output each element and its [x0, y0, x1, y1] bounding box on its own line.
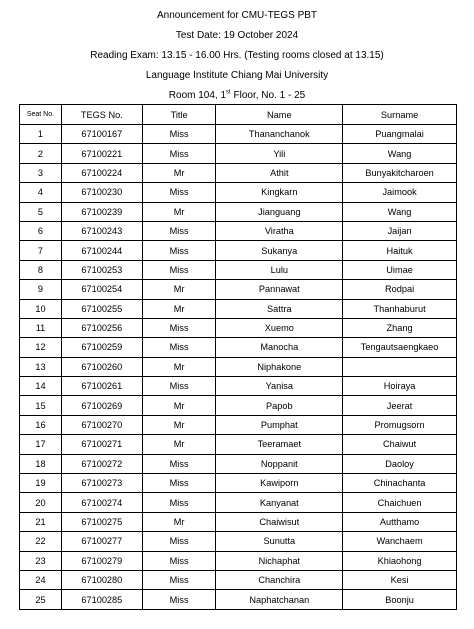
- table-row: [20, 512, 457, 531]
- name-cell: Kingkarn: [216, 183, 343, 202]
- seat-no-cell: 9: [20, 280, 62, 299]
- title-cell: Miss: [142, 144, 216, 163]
- seat-no-cell: 2: [20, 144, 62, 163]
- tegs-no-cell: 67100243: [61, 221, 142, 240]
- name-cell: Kawiporn: [216, 474, 343, 493]
- seat-no-cell: 13: [20, 357, 62, 376]
- title-cell: Mr: [142, 299, 216, 318]
- table-body: [20, 125, 457, 610]
- surname-cell: Khiaohong: [343, 551, 457, 570]
- surname-cell: Wang: [343, 144, 457, 163]
- test-date: Test Date: 19 October 2024: [175, 30, 299, 41]
- title-cell: Miss: [142, 241, 216, 260]
- name-cell: Viratha: [216, 221, 343, 240]
- table-row: [20, 551, 457, 570]
- seat-no-cell: 18: [20, 454, 62, 473]
- seat-no-cell: 19: [20, 474, 62, 493]
- table-row: [20, 221, 457, 240]
- surname-cell: Autthamo: [343, 512, 457, 531]
- col-header-surname: Surname: [343, 105, 457, 125]
- tegs-no-cell: 67100230: [61, 183, 142, 202]
- seat-no-cell: 8: [20, 260, 62, 279]
- seat-no-cell: 16: [20, 415, 62, 434]
- table-row: [20, 590, 457, 609]
- title-cell: Miss: [142, 474, 216, 493]
- table-row: [20, 474, 457, 493]
- table-row: [20, 241, 457, 260]
- seat-no-cell: 5: [20, 202, 62, 221]
- name-cell: Jianguang: [216, 202, 343, 221]
- title-cell: Miss: [142, 260, 216, 279]
- room-info-post: Floor, No. 1 - 25: [230, 90, 306, 101]
- name-cell: Naphatchanan: [216, 590, 343, 609]
- surname-cell: Chaichuen: [343, 493, 457, 512]
- seat-no-cell: 15: [20, 396, 62, 415]
- table-row: [20, 415, 457, 434]
- tegs-no-cell: 67100244: [61, 241, 142, 260]
- tegs-no-cell: 67100273: [61, 474, 142, 493]
- table-row: [20, 144, 457, 163]
- title-cell: Miss: [142, 454, 216, 473]
- room-info: [0, 86, 474, 106]
- tegs-no-cell: 67100279: [61, 551, 142, 570]
- seat-no-cell: 10: [20, 299, 62, 318]
- col-header-tegs-no: TEGS No.: [61, 105, 142, 125]
- col-header-title: Title: [142, 105, 216, 125]
- name-cell: Pumphat: [216, 415, 343, 434]
- table-row: [20, 202, 457, 221]
- seat-no-cell: 12: [20, 338, 62, 357]
- title-cell: Mr: [142, 280, 216, 299]
- title-cell: Miss: [142, 570, 216, 589]
- table-row: [20, 125, 457, 144]
- tegs-no-cell: 67100272: [61, 454, 142, 473]
- surname-cell: Bunyakitcharoen: [343, 163, 457, 182]
- name-cell: Nichaphat: [216, 551, 343, 570]
- seat-no-cell: 25: [20, 590, 62, 609]
- col-header-name: Name: [216, 105, 343, 125]
- surname-cell: Uimae: [343, 260, 457, 279]
- col-header-seat-no: Seat No.: [20, 105, 62, 125]
- name-cell: Lulu: [216, 260, 343, 279]
- tegs-no-cell: 67100167: [61, 125, 142, 144]
- title-cell: Miss: [142, 377, 216, 396]
- title-cell: Miss: [142, 183, 216, 202]
- surname-cell: Chinachanta: [343, 474, 457, 493]
- title-cell: Mr: [142, 357, 216, 376]
- name-cell: Thananchanok: [216, 125, 343, 144]
- surname-cell: Haituk: [343, 241, 457, 260]
- title-cell: Miss: [142, 551, 216, 570]
- surname-cell: Promugsorn: [343, 415, 457, 434]
- seating-table: [19, 104, 457, 610]
- tegs-no-cell: 67100277: [61, 532, 142, 551]
- table-row: [20, 493, 457, 512]
- title-cell: Miss: [142, 125, 216, 144]
- surname-cell: Tengautsaengkaeo: [343, 338, 457, 357]
- room-info-pre: Room 104, 1: [168, 90, 227, 101]
- announcement-title: Announcement for CMU-TEGS PBT: [156, 10, 318, 21]
- institute-name: Language Institute Chiang Mai University: [145, 70, 329, 81]
- tegs-no-cell: 67100221: [61, 144, 142, 163]
- tegs-no-cell: 67100280: [61, 570, 142, 589]
- tegs-no-cell: 67100256: [61, 318, 142, 337]
- tegs-no-cell: 67100259: [61, 338, 142, 357]
- seat-no-cell: 22: [20, 532, 62, 551]
- room-info-sup: st: [226, 89, 231, 96]
- tegs-no-cell: 67100239: [61, 202, 142, 221]
- seat-no-cell: 3: [20, 163, 62, 182]
- surname-cell: Thanhaburut: [343, 299, 457, 318]
- surname-cell: Hoiraya: [343, 377, 457, 396]
- title-cell: Miss: [142, 590, 216, 609]
- table-row: [20, 532, 457, 551]
- tegs-no-cell: 67100285: [61, 590, 142, 609]
- name-cell: Athit: [216, 163, 343, 182]
- tegs-no-cell: 67100274: [61, 493, 142, 512]
- surname-cell: Kesi: [343, 570, 457, 589]
- name-cell: Papob: [216, 396, 343, 415]
- title-cell: Mr: [142, 202, 216, 221]
- name-cell: Sunutta: [216, 532, 343, 551]
- seat-no-cell: 14: [20, 377, 62, 396]
- name-cell: Niphakone: [216, 357, 343, 376]
- table-row: [20, 357, 457, 376]
- reading-exam-time: Reading Exam: 13.15 - 16.00 Hrs. (Testing rooms closed at 13.15): [90, 50, 384, 61]
- seat-no-cell: 24: [20, 570, 62, 589]
- name-cell: Sattra: [216, 299, 343, 318]
- table-row: [20, 318, 457, 337]
- title-cell: Mr: [142, 512, 216, 531]
- table-row: [20, 163, 457, 182]
- name-cell: Teeramaet: [216, 435, 343, 454]
- surname-cell: Puangmalai: [343, 125, 457, 144]
- table-row: [20, 454, 457, 473]
- table-row: [20, 299, 457, 318]
- title-cell: Miss: [142, 532, 216, 551]
- table-row: [20, 435, 457, 454]
- surname-cell: Jaimook: [343, 183, 457, 202]
- title-cell: Miss: [142, 221, 216, 240]
- seat-no-cell: 20: [20, 493, 62, 512]
- name-cell: Xuemo: [216, 318, 343, 337]
- surname-cell: Chaiwut: [343, 435, 457, 454]
- table-row: [20, 396, 457, 415]
- seat-no-cell: 4: [20, 183, 62, 202]
- tegs-no-cell: 67100255: [61, 299, 142, 318]
- surname-cell: Wanchaem: [343, 532, 457, 551]
- title-cell: Miss: [142, 338, 216, 357]
- tegs-no-cell: 67100254: [61, 280, 142, 299]
- tegs-no-cell: 67100275: [61, 512, 142, 531]
- surname-cell: Jaijan: [343, 221, 457, 240]
- table-row: [20, 260, 457, 279]
- seat-no-cell: 6: [20, 221, 62, 240]
- seat-no-cell: 7: [20, 241, 62, 260]
- seat-no-cell: 17: [20, 435, 62, 454]
- name-cell: Kanyanat: [216, 493, 343, 512]
- name-cell: Manocha: [216, 338, 343, 357]
- name-cell: Pannawat: [216, 280, 343, 299]
- title-cell: Mr: [142, 396, 216, 415]
- table-row: [20, 377, 457, 396]
- surname-cell: Boonju: [343, 590, 457, 609]
- tegs-no-cell: 67100261: [61, 377, 142, 396]
- tegs-no-cell: 67100260: [61, 357, 142, 376]
- title-cell: Mr: [142, 163, 216, 182]
- name-cell: Chanchira: [216, 570, 343, 589]
- name-cell: Noppanit: [216, 454, 343, 473]
- surname-cell: Zhang: [343, 318, 457, 337]
- surname-cell: [343, 357, 457, 376]
- title-cell: Mr: [142, 435, 216, 454]
- title-cell: Miss: [142, 318, 216, 337]
- surname-cell: Rodpai: [343, 280, 457, 299]
- surname-cell: Wang: [343, 202, 457, 221]
- table-row: [20, 183, 457, 202]
- name-cell: Sukanya: [216, 241, 343, 260]
- announcement-header: [0, 6, 474, 106]
- seat-no-cell: 23: [20, 551, 62, 570]
- table-row: [20, 280, 457, 299]
- tegs-no-cell: 67100269: [61, 396, 142, 415]
- seat-no-cell: 1: [20, 125, 62, 144]
- name-cell: Chaiwisut: [216, 512, 343, 531]
- table-row: [20, 570, 457, 589]
- table-header-row: [20, 105, 457, 125]
- tegs-no-cell: 67100270: [61, 415, 142, 434]
- surname-cell: Jeerat: [343, 396, 457, 415]
- tegs-no-cell: 67100253: [61, 260, 142, 279]
- seat-no-cell: 11: [20, 318, 62, 337]
- title-cell: Mr: [142, 415, 216, 434]
- name-cell: Yili: [216, 144, 343, 163]
- tegs-no-cell: 67100271: [61, 435, 142, 454]
- tegs-no-cell: 67100224: [61, 163, 142, 182]
- name-cell: Yanisa: [216, 377, 343, 396]
- table-row: [20, 338, 457, 357]
- seat-no-cell: 21: [20, 512, 62, 531]
- surname-cell: Daoloy: [343, 454, 457, 473]
- title-cell: Miss: [142, 493, 216, 512]
